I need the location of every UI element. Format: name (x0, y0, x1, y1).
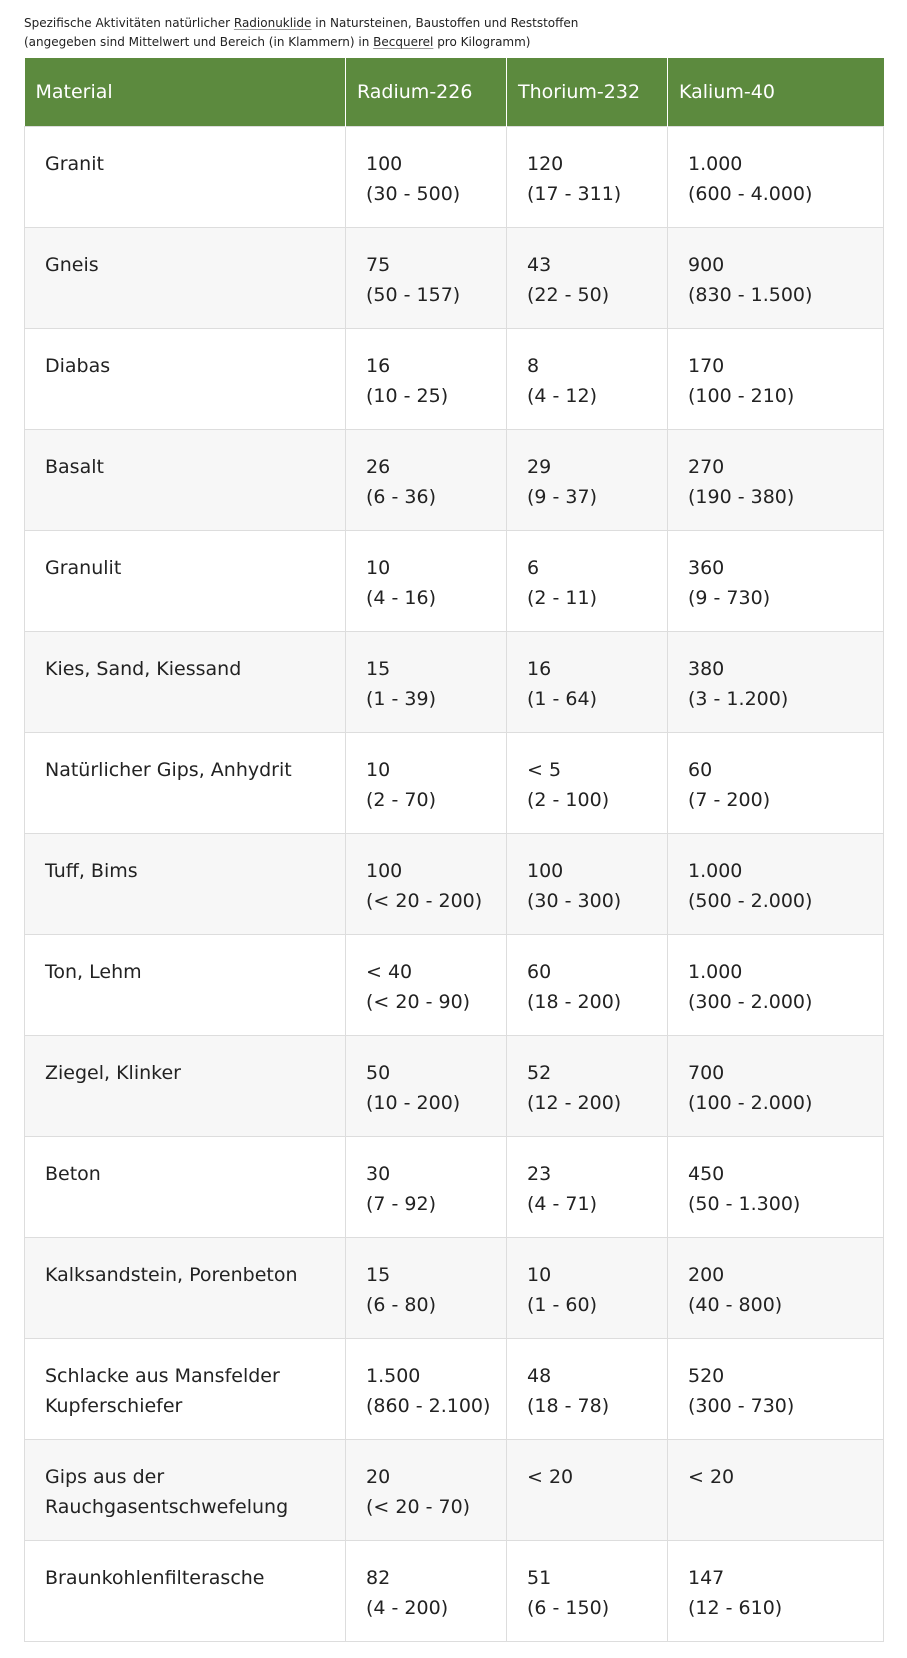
kalium-40-mean: 520 (688, 1365, 725, 1387)
kalium-40-cell (668, 1238, 884, 1339)
material-cell (25, 430, 346, 531)
kalium-40-cell (668, 1440, 884, 1541)
kalium-40-cell (668, 834, 884, 935)
thorium-232-range: (18 - 200) (527, 991, 622, 1013)
material-cell (25, 632, 346, 733)
table-row (25, 430, 884, 531)
table-row (25, 1036, 884, 1137)
thorium-232-mean: < 20 (527, 1466, 574, 1488)
kalium-40-range: (9 - 730) (688, 587, 771, 609)
material-name: Kies, Sand, Kiessand (45, 658, 242, 680)
material-cell (25, 127, 346, 228)
material-name: Granulit (45, 557, 122, 579)
table-row (25, 1238, 884, 1339)
thorium-232-cell (507, 228, 668, 329)
thorium-232-cell (507, 935, 668, 1036)
radionuclide-table (24, 58, 884, 1642)
table-row (25, 935, 884, 1036)
radionuklide-link[interactable]: Radionuklide (233, 16, 312, 30)
radium-226-range: (50 - 157) (366, 284, 461, 306)
radium-226-mean: 50 (366, 1062, 391, 1084)
material-name: Ziegel, Klinker (45, 1062, 181, 1084)
caption-line-1 (24, 14, 884, 33)
radium-226-cell (346, 632, 507, 733)
radium-226-cell (346, 1137, 507, 1238)
radium-226-cell (346, 329, 507, 430)
radium-226-cell (346, 430, 507, 531)
kalium-40-range: (12 - 610) (688, 1597, 783, 1619)
table-body (25, 127, 884, 1642)
thorium-232-range: (1 - 60) (527, 1294, 598, 1316)
radium-226-range: (860 - 2.100) (366, 1395, 491, 1417)
radium-226-cell (346, 1440, 507, 1541)
thorium-232-cell (507, 127, 668, 228)
kalium-40-cell (668, 1339, 884, 1440)
table-row (25, 127, 884, 228)
thorium-232-cell (507, 329, 668, 430)
radium-226-cell (346, 834, 507, 935)
material-name: Natürlicher Gips, Anhydrit (45, 759, 292, 781)
kalium-40-cell (668, 127, 884, 228)
material-name: Kalksandstein, Porenbeton (45, 1264, 298, 1286)
radium-226-range: (< 20 - 70) (366, 1496, 471, 1518)
radium-226-range: (2 - 70) (366, 789, 437, 811)
thorium-232-cell (507, 1238, 668, 1339)
thorium-232-cell (507, 1440, 668, 1541)
kalium-40-mean: 270 (688, 456, 725, 478)
thorium-232-mean: 16 (527, 658, 552, 680)
table-row (25, 1137, 884, 1238)
table-row (25, 834, 884, 935)
kalium-40-range: (300 - 730) (688, 1395, 795, 1417)
radium-226-cell (346, 1339, 507, 1440)
kalium-40-cell (668, 632, 884, 733)
kalium-40-range: (300 - 2.000) (688, 991, 813, 1013)
thorium-232-range: (4 - 71) (527, 1193, 598, 1215)
kalium-40-range: (190 - 380) (688, 486, 795, 508)
material-cell (25, 329, 346, 430)
thorium-232-range: (12 - 200) (527, 1092, 622, 1114)
radium-226-range: (10 - 200) (366, 1092, 461, 1114)
kalium-40-cell (668, 329, 884, 430)
material-cell (25, 228, 346, 329)
header-material: Material (25, 58, 346, 127)
radium-226-mean: 1.500 (366, 1365, 421, 1387)
kalium-40-cell (668, 733, 884, 834)
kalium-40-mean: 147 (688, 1567, 725, 1589)
thorium-232-cell (507, 632, 668, 733)
thorium-232-mean: 48 (527, 1365, 552, 1387)
kalium-40-range: (100 - 2.000) (688, 1092, 813, 1114)
thorium-232-cell (507, 531, 668, 632)
kalium-40-cell (668, 228, 884, 329)
radium-226-mean: 100 (366, 860, 403, 882)
radium-226-range: (< 20 - 90) (366, 991, 471, 1013)
thorium-232-cell (507, 733, 668, 834)
header-radium-226: Radium-226 (346, 58, 507, 127)
thorium-232-range: (1 - 64) (527, 688, 598, 710)
caption-line-2 (24, 33, 884, 52)
thorium-232-cell (507, 1036, 668, 1137)
kalium-40-mean: 450 (688, 1163, 725, 1185)
kalium-40-mean: < 20 (688, 1466, 735, 1488)
thorium-232-mean: 6 (527, 557, 540, 579)
radium-226-range: (4 - 16) (366, 587, 437, 609)
thorium-232-range: (2 - 11) (527, 587, 598, 609)
caption-text: in Natursteinen, Baustoffen und Reststoffen (311, 16, 579, 30)
thorium-232-mean: 10 (527, 1264, 552, 1286)
thorium-232-mean: 8 (527, 355, 540, 377)
kalium-40-mean: 200 (688, 1264, 725, 1286)
material-name: Tuff, Bims (45, 860, 138, 882)
radium-226-range: (4 - 200) (366, 1597, 449, 1619)
thorium-232-mean: 100 (527, 860, 564, 882)
table-row (25, 632, 884, 733)
thorium-232-mean: 120 (527, 153, 564, 175)
kalium-40-cell (668, 1137, 884, 1238)
kalium-40-mean: 1.000 (688, 860, 743, 882)
radium-226-range: (7 - 92) (366, 1193, 437, 1215)
kalium-40-cell (668, 430, 884, 531)
kalium-40-range: (3 - 1.200) (688, 688, 789, 710)
radium-226-mean: 100 (366, 153, 403, 175)
kalium-40-cell (668, 531, 884, 632)
radium-226-mean: 75 (366, 254, 391, 276)
material-cell (25, 935, 346, 1036)
thorium-232-mean: < 5 (527, 759, 562, 781)
thorium-232-mean: 23 (527, 1163, 552, 1185)
material-cell (25, 1541, 346, 1642)
material-name: Granit (45, 153, 104, 175)
radium-226-range: (1 - 39) (366, 688, 437, 710)
radium-226-cell (346, 733, 507, 834)
material-name: Schlacke aus Mansfelder Kupferschiefer (45, 1365, 280, 1417)
thorium-232-range: (4 - 12) (527, 385, 598, 407)
kalium-40-mean: 170 (688, 355, 725, 377)
kalium-40-mean: 380 (688, 658, 725, 680)
radium-226-mean: 82 (366, 1567, 391, 1589)
thorium-232-range: (17 - 311) (527, 183, 622, 205)
thorium-232-range: (6 - 150) (527, 1597, 610, 1619)
radium-226-range: (10 - 25) (366, 385, 449, 407)
thorium-232-cell (507, 1137, 668, 1238)
material-cell (25, 1238, 346, 1339)
material-cell (25, 1339, 346, 1440)
thorium-232-mean: 51 (527, 1567, 552, 1589)
radium-226-cell (346, 935, 507, 1036)
radium-226-mean: 15 (366, 658, 391, 680)
kalium-40-cell (668, 1036, 884, 1137)
header-thorium-232: Thorium-232 (507, 58, 668, 127)
thorium-232-cell (507, 430, 668, 531)
radium-226-range: (30 - 500) (366, 183, 461, 205)
material-cell (25, 1440, 346, 1541)
thorium-232-mean: 29 (527, 456, 552, 478)
kalium-40-mean: 1.000 (688, 961, 743, 983)
kalium-40-range: (830 - 1.500) (688, 284, 813, 306)
table-row (25, 733, 884, 834)
kalium-40-range: (500 - 2.000) (688, 890, 813, 912)
caption-text: pro Kilogramm) (433, 35, 531, 49)
caption-text: (angegeben sind Mittelwert und Bereich (in Klammern) in (24, 35, 374, 49)
thorium-232-range: (22 - 50) (527, 284, 610, 306)
thorium-232-mean: 60 (527, 961, 552, 983)
kalium-40-mean: 360 (688, 557, 725, 579)
table-row (25, 329, 884, 430)
thorium-232-cell (507, 834, 668, 935)
table-row (25, 1440, 884, 1541)
header-kalium-40: Kalium-40 (668, 58, 884, 127)
radium-226-mean: 20 (366, 1466, 391, 1488)
radium-226-cell (346, 127, 507, 228)
radium-226-cell (346, 228, 507, 329)
kalium-40-cell (668, 1541, 884, 1642)
radium-226-range: (6 - 80) (366, 1294, 437, 1316)
material-cell (25, 733, 346, 834)
radium-226-cell (346, 531, 507, 632)
thorium-232-range: (18 - 78) (527, 1395, 610, 1417)
becquerel-link[interactable]: Becquerel (373, 35, 434, 49)
kalium-40-mean: 700 (688, 1062, 725, 1084)
radium-226-cell (346, 1036, 507, 1137)
material-cell (25, 531, 346, 632)
caption-text: Spezifische Aktivitäten natürlicher (24, 16, 234, 30)
radium-226-mean: 10 (366, 759, 391, 781)
material-name: Gneis (45, 254, 99, 276)
kalium-40-range: (40 - 800) (688, 1294, 783, 1316)
radium-226-mean: 26 (366, 456, 391, 478)
material-name: Basalt (45, 456, 104, 478)
table-row (25, 1541, 884, 1642)
kalium-40-range: (7 - 200) (688, 789, 771, 811)
material-cell (25, 834, 346, 935)
thorium-232-range: (2 - 100) (527, 789, 610, 811)
table-header-row (25, 58, 884, 127)
radium-226-mean: < 40 (366, 961, 413, 983)
radium-226-range: (6 - 36) (366, 486, 437, 508)
radium-226-cell (346, 1238, 507, 1339)
material-name: Gips aus der Rauchgasentschwefelung (45, 1466, 289, 1518)
material-name: Ton, Lehm (45, 961, 142, 983)
kalium-40-range: (50 - 1.300) (688, 1193, 801, 1215)
kalium-40-cell (668, 935, 884, 1036)
kalium-40-mean: 900 (688, 254, 725, 276)
table-row (25, 228, 884, 329)
radium-226-range: (< 20 - 200) (366, 890, 483, 912)
material-name: Diabas (45, 355, 111, 377)
radium-226-mean: 16 (366, 355, 391, 377)
table-row (25, 531, 884, 632)
kalium-40-range: (600 - 4.000) (688, 183, 813, 205)
thorium-232-range: (30 - 300) (527, 890, 622, 912)
thorium-232-cell (507, 1339, 668, 1440)
material-cell (25, 1036, 346, 1137)
radium-226-cell (346, 1541, 507, 1642)
radium-226-mean: 30 (366, 1163, 391, 1185)
table-caption (24, 14, 884, 52)
material-name: Beton (45, 1163, 101, 1185)
table-row (25, 1339, 884, 1440)
material-name: Braunkohlenfilterasche (45, 1567, 265, 1589)
radium-226-mean: 15 (366, 1264, 391, 1286)
radium-226-mean: 10 (366, 557, 391, 579)
kalium-40-mean: 60 (688, 759, 713, 781)
thorium-232-range: (9 - 37) (527, 486, 598, 508)
thorium-232-cell (507, 1541, 668, 1642)
kalium-40-mean: 1.000 (688, 153, 743, 175)
material-cell (25, 1137, 346, 1238)
thorium-232-mean: 52 (527, 1062, 552, 1084)
kalium-40-range: (100 - 210) (688, 385, 795, 407)
thorium-232-mean: 43 (527, 254, 552, 276)
